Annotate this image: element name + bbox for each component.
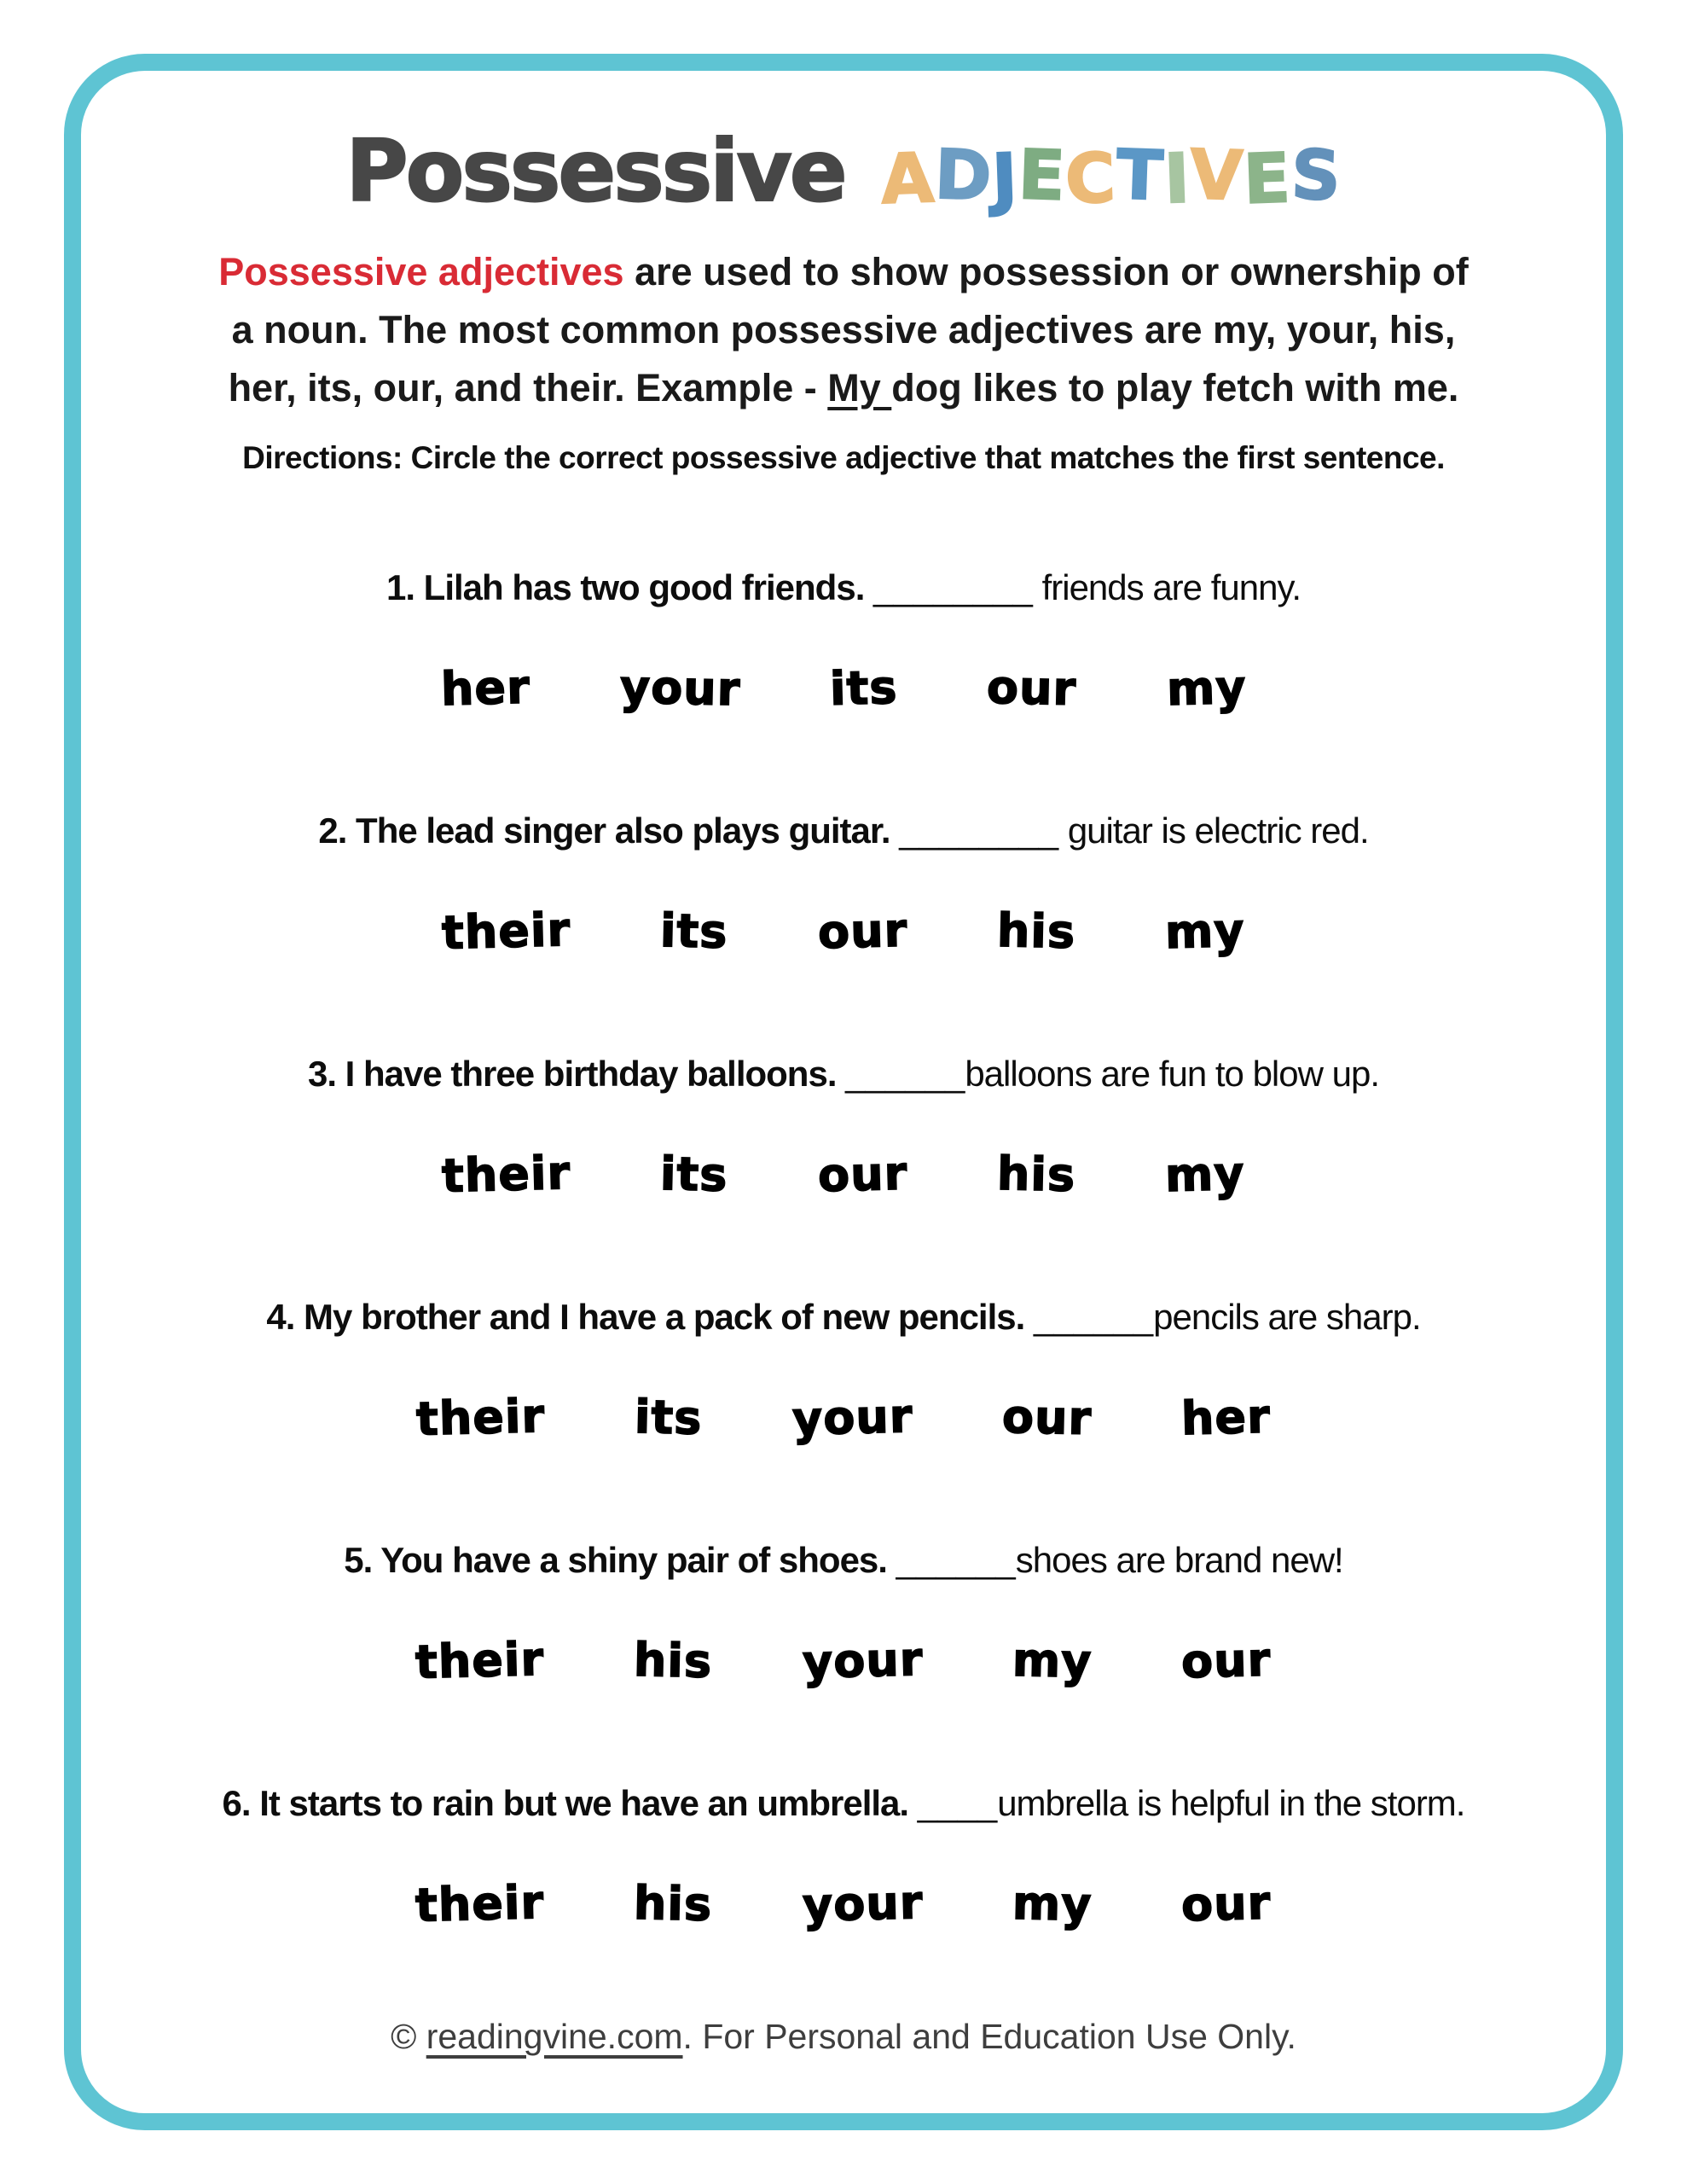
question-sentence-bold: 1. Lilah has two good friends.: [386, 567, 865, 607]
intro-line3-post: dog likes to play fetch with me.: [891, 366, 1459, 410]
title-letter: I: [1162, 138, 1192, 219]
intro-paragraph: [178, 243, 1509, 417]
question-sentence-rest: guitar is electric red.: [1058, 810, 1369, 851]
option-word[interactable]: our: [817, 1146, 908, 1203]
question-block: [0, 1053, 1687, 1206]
title-letter: C: [1064, 137, 1118, 220]
title-letter: T: [1115, 135, 1166, 216]
answer-blank: ______: [845, 1054, 965, 1094]
option-word[interactable]: their: [441, 903, 572, 960]
option-word[interactable]: my: [1012, 1876, 1093, 1931]
question-sentence-bold: 2. The lead singer also plays guitar.: [318, 810, 890, 851]
question-sentence-bold: 6. It starts to rain but we have an umbrella.: [222, 1783, 909, 1823]
title-letter: D: [932, 134, 994, 217]
option-word[interactable]: its: [659, 903, 729, 959]
question-sentence-rest: shoes are brand new!: [1015, 1540, 1343, 1580]
title-letter: A: [879, 137, 936, 220]
title-letter: E: [1017, 135, 1068, 216]
question-sentence-bold: 4. My brother and I have a pack of new pencils.: [266, 1297, 1025, 1337]
footer-attribution: [0, 2017, 1687, 2057]
intro-line3-pre: her, its, our, and their. Example -: [228, 366, 828, 410]
question-sentence: [0, 1053, 1687, 1095]
answer-blank: ____: [917, 1783, 998, 1823]
intro-line2: a noun. The most common possessive adjectives are my, your, his,: [231, 308, 1456, 351]
intro-line1-rest: are used to show possession or ownership of: [623, 250, 1469, 293]
options-row: [0, 899, 1687, 963]
options-row: [0, 1385, 1687, 1449]
question-block: [0, 810, 1687, 963]
option-word[interactable]: his: [633, 1876, 714, 1931]
option-word[interactable]: his: [996, 903, 1076, 959]
page-title: [0, 121, 1687, 221]
question-sentence-bold: 3. I have three birthday balloons.: [307, 1054, 837, 1094]
question-sentence: [0, 566, 1687, 609]
option-word[interactable]: her: [440, 659, 531, 717]
answer-blank: ______: [896, 1540, 1016, 1580]
question-block: [0, 566, 1687, 720]
intro-highlight: Possessive adjectives: [218, 250, 624, 293]
footer-copyright: ©: [391, 2017, 426, 2056]
option-word[interactable]: my: [1164, 903, 1246, 960]
option-word[interactable]: its: [659, 1147, 729, 1202]
title-letter: E: [1242, 138, 1293, 219]
question-block: [0, 1782, 1687, 1936]
directions-text: Directions: Circle the correct possessive adjective that matches the first sentence.: [242, 440, 1445, 475]
intro-underlined-word: My: [827, 366, 892, 410]
question-sentence-rest: pencils are sharp.: [1153, 1297, 1421, 1337]
question-block: [0, 1296, 1687, 1449]
question-sentence: [0, 810, 1687, 852]
option-word[interactable]: their: [441, 1146, 572, 1203]
option-word[interactable]: his: [996, 1147, 1076, 1202]
option-word[interactable]: my: [1012, 1633, 1093, 1688]
title-word-possessive: Possessive: [345, 121, 845, 221]
answer-blank: ______: [1033, 1297, 1154, 1337]
options-row: [0, 656, 1687, 720]
question-block: [0, 1539, 1687, 1693]
footer-note: . For Personal and Education Use Only.: [682, 2017, 1296, 2056]
options-row: [0, 1629, 1687, 1693]
option-word[interactable]: her: [1180, 1389, 1272, 1446]
options-row: [0, 1872, 1687, 1936]
option-word[interactable]: your: [791, 1389, 913, 1446]
option-word[interactable]: my: [1165, 659, 1247, 717]
option-word[interactable]: our: [986, 659, 1078, 717]
option-word[interactable]: their: [415, 1632, 546, 1689]
option-word[interactable]: our: [1180, 1632, 1272, 1689]
option-word[interactable]: his: [633, 1633, 714, 1688]
question-sentence-rest: balloons are fun to blow up.: [965, 1054, 1380, 1094]
questions-list: [0, 566, 1687, 1936]
question-sentence-rest: umbrella is helpful in the storm.: [997, 1783, 1465, 1823]
option-word[interactable]: their: [415, 1389, 546, 1446]
option-word[interactable]: your: [618, 659, 741, 717]
option-word[interactable]: our: [1001, 1389, 1093, 1446]
option-word[interactable]: its: [829, 659, 899, 717]
option-word[interactable]: our: [1180, 1875, 1272, 1932]
options-row: [0, 1142, 1687, 1206]
answer-blank: ________: [873, 567, 1033, 607]
question-sentence-bold: 5. You have a shiny pair of shoes.: [344, 1540, 887, 1580]
footer-link[interactable]: readingvine.com: [426, 2017, 683, 2056]
question-sentence-rest: friends are funny.: [1032, 567, 1301, 607]
title-letter: V: [1188, 134, 1246, 217]
question-sentence: [0, 1296, 1687, 1339]
title-word-adjectives: [879, 134, 1343, 220]
option-word[interactable]: your: [801, 1875, 924, 1932]
question-sentence: [0, 1539, 1687, 1582]
option-word[interactable]: their: [415, 1875, 546, 1932]
option-word[interactable]: our: [817, 903, 908, 960]
answer-blank: ________: [899, 810, 1059, 851]
title-letter: J: [990, 138, 1020, 219]
title-letter: S: [1290, 135, 1343, 216]
option-word[interactable]: its: [634, 1390, 704, 1445]
option-word[interactable]: my: [1164, 1146, 1246, 1203]
option-word[interactable]: your: [801, 1632, 924, 1689]
question-sentence: [0, 1782, 1687, 1825]
